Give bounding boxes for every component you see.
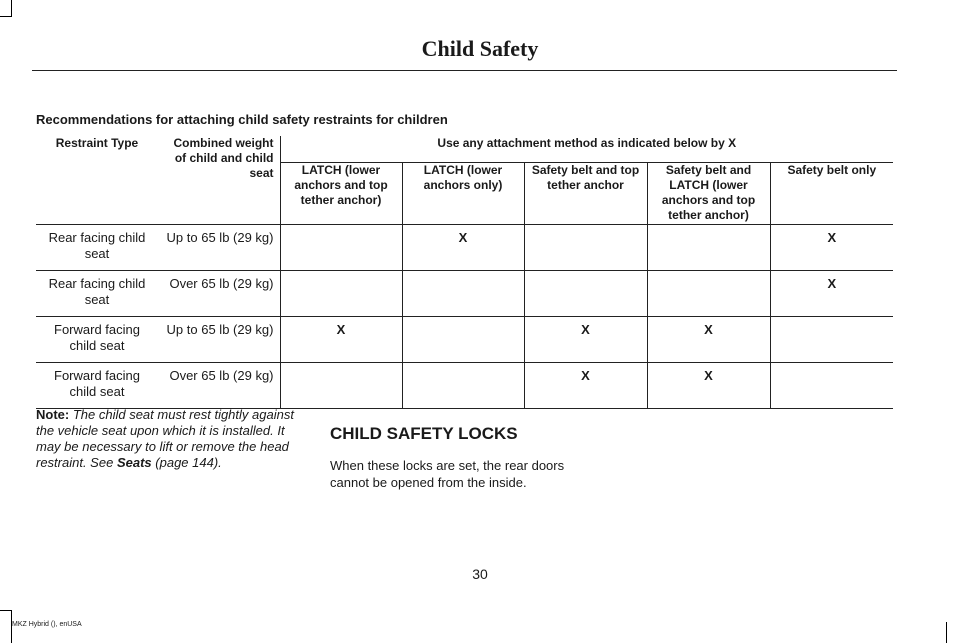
col-combined-weight: Combined weight of child and child seat xyxy=(173,136,274,180)
cell-restraint: Forward facing child seat xyxy=(36,317,158,363)
cell-mark xyxy=(524,271,647,317)
page-header-title: Child Safety xyxy=(421,36,539,61)
document-id: MKZ Hybrid (), enUSA xyxy=(12,621,82,628)
cell-mark xyxy=(402,363,524,409)
col-method-latch-lower: LATCH (lower anchors only) xyxy=(402,163,524,225)
page-number: 30 xyxy=(472,566,488,582)
crop-mark-top-left-h xyxy=(0,16,12,17)
cell-mark xyxy=(647,271,770,317)
cell-mark xyxy=(770,363,893,409)
cell-weight: Up to 65 lb (29 kg) xyxy=(158,225,280,271)
col-restraint-type: Restraint Type xyxy=(55,136,139,150)
col-method-latch-full: LATCH (lower anchors and top tether anchor) xyxy=(280,163,402,225)
cell-mark: X xyxy=(770,271,893,317)
note-page-ref: (page 144). xyxy=(155,455,222,470)
table-header-row xyxy=(36,136,893,163)
cell-mark xyxy=(280,363,402,409)
crop-mark-top-left-v xyxy=(11,0,12,17)
cell-mark xyxy=(770,317,893,363)
cell-restraint: Rear facing child seat xyxy=(36,225,158,271)
child-safety-locks-body: When these locks are set, the rear doors cannot be opened from the inside. xyxy=(330,458,565,490)
cell-mark: X xyxy=(770,225,893,271)
child-restraint-table xyxy=(36,136,893,409)
table-row xyxy=(36,363,893,409)
cell-mark: X xyxy=(524,363,647,409)
table-row xyxy=(36,271,893,317)
cell-mark: X xyxy=(647,317,770,363)
cell-mark xyxy=(524,225,647,271)
cell-mark: X xyxy=(280,317,402,363)
cell-mark xyxy=(402,317,524,363)
cell-weight: Over 65 lb (29 kg) xyxy=(158,363,280,409)
section-title: Recommendations for attaching child safety restraints for children xyxy=(36,112,448,127)
col-method-belt-latch: Safety belt and LATCH (lower anchors and top tether anchor) xyxy=(647,163,770,225)
table-row xyxy=(36,225,893,271)
crop-mark-bottom-left-h xyxy=(0,610,12,611)
seats-link[interactable]: Seats xyxy=(116,455,152,470)
cell-mark xyxy=(647,225,770,271)
cell-mark: X xyxy=(402,225,524,271)
col-group-attachment-method: Use any attachment method as indicated below by X xyxy=(280,136,893,163)
note-paragraph xyxy=(36,407,308,471)
child-safety-locks-heading: CHILD SAFETY LOCKS xyxy=(330,424,518,443)
cell-weight: Over 65 lb (29 kg) xyxy=(158,271,280,317)
crop-mark-bottom-right-v xyxy=(946,622,947,643)
cell-mark xyxy=(280,271,402,317)
cell-restraint: Forward facing child seat xyxy=(36,363,158,409)
cell-mark xyxy=(402,271,524,317)
cell-weight: Up to 65 lb (29 kg) xyxy=(158,317,280,363)
note-label: Note: xyxy=(36,407,70,422)
note-text: The child seat must rest tightly against the vehicle seat upon which it is installed. It may be necessary to lift or remove the head restraint. See xyxy=(36,407,294,470)
col-method-belt-only: Safety belt only xyxy=(770,163,893,225)
cell-mark xyxy=(280,225,402,271)
cell-mark: X xyxy=(647,363,770,409)
cell-restraint: Rear facing child seat xyxy=(36,271,158,317)
cell-mark: X xyxy=(524,317,647,363)
col-method-belt-tether: Safety belt and top tether anchor xyxy=(524,163,647,225)
table-row xyxy=(36,317,893,363)
header-rule xyxy=(32,70,897,71)
